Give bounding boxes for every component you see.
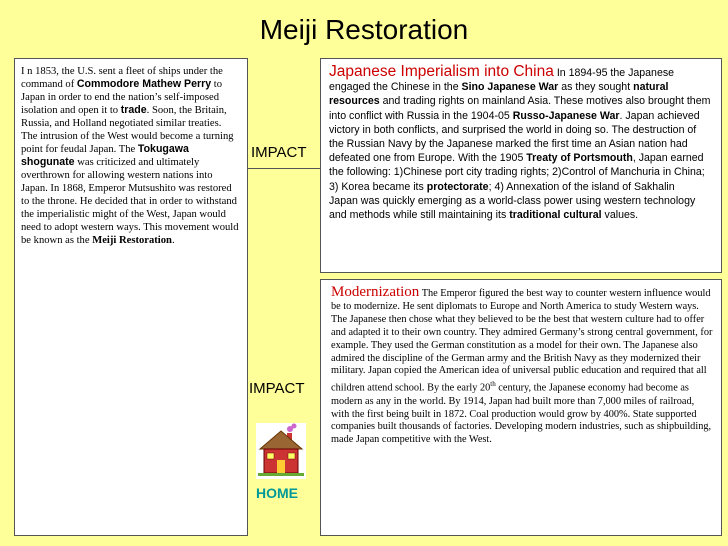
modernization-box bbox=[320, 279, 722, 536]
impact-label-1: IMPACT bbox=[251, 144, 307, 161]
left-text-5: was criticized and ultimately overthrown for allowing western nations into Japan. In 1868, Emperor Mutsushito was restored to the throne. He decided that in order to withstand the imperialistic might of the West, Japan would need to adopt western ways. This movement would be known as the bbox=[21, 157, 239, 246]
imp-text-3: and trading rights on mainland Asia. These motives also brought them into conflict with Russia in the 1904-05 bbox=[329, 95, 711, 122]
left-text-1: I n 1853, the U.S. sent a fleet of ships under the command of bbox=[21, 66, 223, 90]
left-text-3: . Soon, the Britain, Russia, and Holland negotiated similar treaties. bbox=[21, 105, 227, 129]
mod-text-2: century, the Japanese economy had become as modern as any in the world. By 1914, Japan had built more than 7,000 miles of railroad, with the first being built in 1872. Coal production would grow by 400%. State supported companies built thousands of factories. Developing modern industries, such as shipbuilding, made Japan competitive with the West. bbox=[331, 382, 712, 446]
imperialism-box bbox=[320, 58, 722, 273]
imp-text-6: ; 4) Annexation of the island of Sakhalin bbox=[488, 180, 675, 193]
imp-text-2: as they sought bbox=[558, 81, 634, 94]
imp-text-1: In 1894-95 the Japanese engaged the Chinese in the bbox=[329, 67, 675, 94]
mod-sup: th bbox=[490, 380, 496, 389]
left-text-4: The intrusion of the West would become a turning point for feudal Japan. The bbox=[21, 131, 234, 155]
mod-text-1: The Emperor figured the best way to counter western influence would be to modernize. He sent diplomats to Europe and North America to study Western ways. The Japanese then chose what they believed to be the best that western culture had to offer and adapted it to their own country. They admired Germany’s strong central government, for example. They used the German constitution as a model for their own. The Japanese also admired the discipline of the German army and the British Navy as they modernized their military. Japan copied the American idea of universal public education and required that all children attend school. By the early 20 bbox=[331, 288, 713, 394]
protectorate-term: protectorate bbox=[426, 180, 489, 193]
impact-label-2: IMPACT bbox=[249, 380, 305, 397]
treaty-term: Treaty of Portsmouth bbox=[526, 152, 633, 165]
home-link[interactable]: HOME bbox=[256, 485, 298, 501]
imp-text-8: values. bbox=[601, 209, 639, 222]
imp-text-4: . Japan achieved victory in both conflicts, and surprised the world in doing so. The destruction of the Russian Navy by the Japanese marked the first time an Asian nation had defeated one from Europe. With the 1905 bbox=[329, 109, 700, 165]
imp-text-5: , Japan earned the following: 1)Chinese port city trading rights; 2)Control of Manchuria in China; 3) Korea became its bbox=[329, 152, 705, 193]
tokugawa-term: Tokugawa shogunate bbox=[21, 143, 189, 168]
meiji-term: Meiji Restoration bbox=[92, 235, 172, 246]
perry-text-box bbox=[14, 58, 248, 536]
russo-term: Russo-Japanese War bbox=[512, 109, 620, 122]
resources-term: natural resources bbox=[329, 81, 669, 108]
imperialism-heading: Japanese Imperialism into China bbox=[329, 63, 554, 80]
traditional-term: traditional cultural bbox=[509, 209, 602, 222]
house-icon[interactable] bbox=[256, 423, 306, 479]
page-title: Meiji Restoration bbox=[259, 14, 469, 45]
sino-term: Sino Japanese War bbox=[461, 81, 559, 94]
trade-term: trade bbox=[120, 104, 147, 116]
connector-line bbox=[248, 168, 320, 169]
left-text-6: . bbox=[171, 235, 175, 246]
modernization-heading: Modernization bbox=[331, 284, 420, 300]
commodore-perry: Commodore Mathew Perry bbox=[76, 78, 212, 90]
left-text-2: to Japan in order to end the nation’s self-imposed isolation and open it to bbox=[21, 79, 223, 116]
imp-text-7: Japan was quickly emerging as a world-class power using western technology and methods while still maintaining its bbox=[329, 194, 696, 222]
